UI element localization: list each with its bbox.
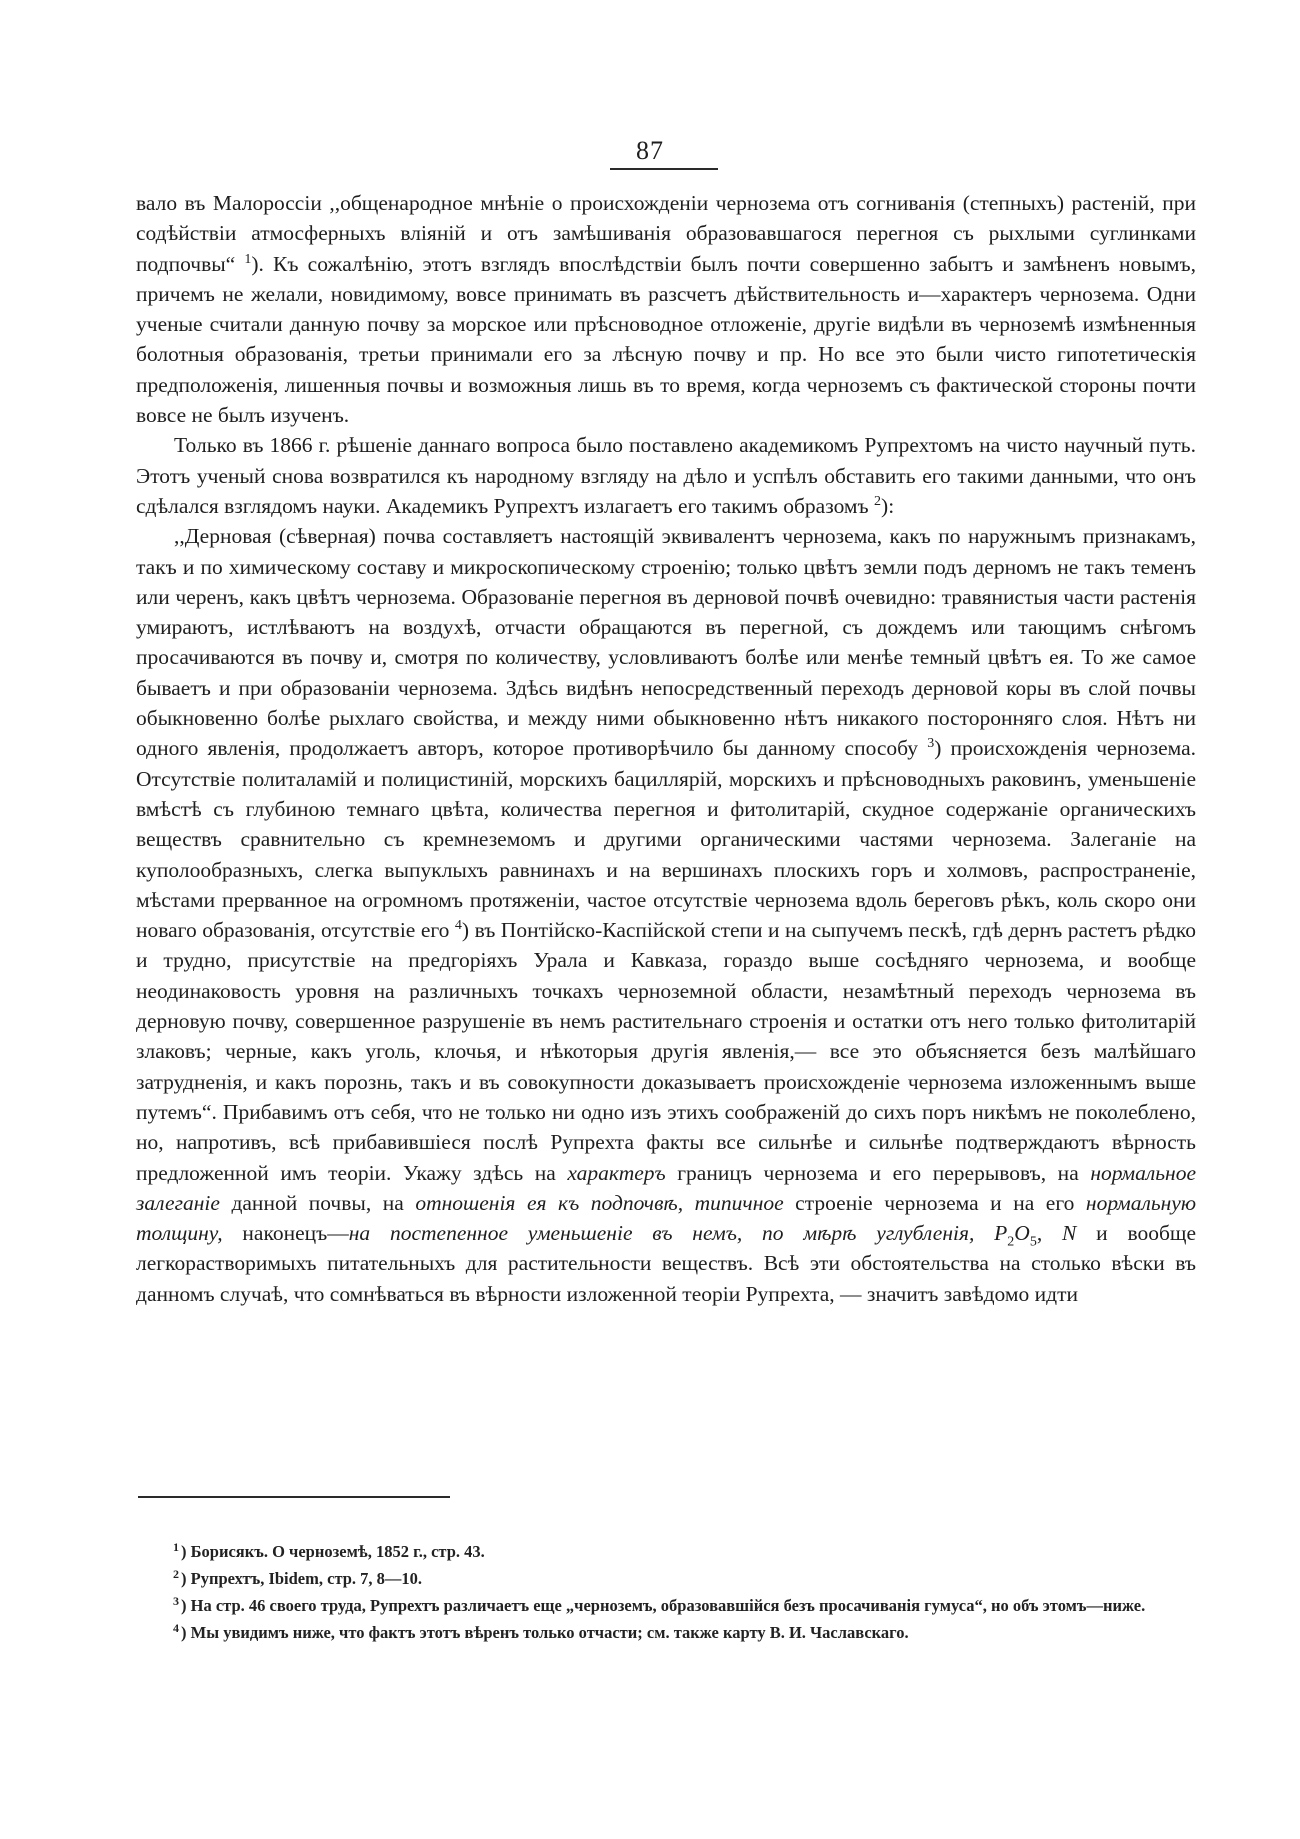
- footnote-mark: 1: [173, 1539, 179, 1554]
- italic-phrase: типичное: [694, 1190, 784, 1215]
- body-text: [136, 188, 1196, 1309]
- text-run: ):: [881, 493, 895, 518]
- text-run: ) происхожденія чернозема. Отсутствіе политаламій и полицистиній, морскихъ бациллярій, морскихъ и прѣсноводныхъ раковинъ, уменьшеніе вмѣстѣ съ глубиною темнаго цвѣта, количества перегноя и фитолитарій, скудное содержаніе органическихъ веществъ сравнительно съ кремнеземомъ и другими органическими частями чернозема. Залеганіе на куполообразныхъ, слегка выпуклыхъ равнинахъ и на вершинахъ плоскихъ горъ и холмовъ, распространеніе, мѣстами прерванное на огромномъ протяженіи, частое отсутствіе чернозема вдоль береговъ рѣкъ, коль скоро они новаго образованія, отсутствіе его: [136, 736, 1196, 943]
- footnote-4: [138, 1619, 1196, 1646]
- formula-n: N: [1062, 1221, 1077, 1246]
- footnote-mark: 3: [173, 1593, 179, 1608]
- footnote-3: [138, 1592, 1196, 1619]
- text-run: ,: [1036, 1221, 1062, 1246]
- text-run: ,,Дерновая (сѣверная) почва составляетъ настоящій эквивалентъ чернозема, какъ по наружнымъ признакамъ, такъ и по химическому составу и микроскопическому строенію; только цвѣтъ земли подъ дерномъ не такъ теменъ или черенъ, какъ цвѣтъ чернозема. Образованіе перегноя въ дерновой почвѣ очевидно: травянистыя части растенія умираютъ, истлѣваютъ на воздухѣ, отчасти обращаются въ перегной, съ дождемъ или тающимъ снѣгомъ просачиваются въ почву и, смотря по количеству, условливаютъ болѣе или менѣе темный цвѣтъ ея. То же самое бываетъ и при образованіи чернозема. Здѣсь видѣнъ непосредственный переходъ дерновой коры въ слой почвы обыкновенно болѣе рыхлаго свойства, и между ними обыкновенно нѣтъ никакого посторонняго слоя. Нѣтъ ни одного явленія, продолжаетъ авторъ, которое противорѣчило бы данному способу: [136, 524, 1196, 761]
- text-run: [974, 1221, 994, 1245]
- italic-phrase: на постепенное уменьшеніе въ немъ, по мѣрѣ углубленія,: [348, 1221, 975, 1246]
- text-run: и вообще легкорастворимыхъ питательныхъ для растительности веществъ. Всѣ эти обстоятельства на столько вѣски въ данномъ случаѣ, что сомнѣваться въ вѣрности изложенной теоріи Рупрехта, — значитъ завѣдомо идти: [136, 1221, 1197, 1306]
- footnote-text: ) На стр. 46 своего труда, Рупрехтъ различаетъ еще „черноземъ, образовавшійся безъ просачиванія гумуса“, но объ этомъ—ниже.: [181, 1596, 1146, 1615]
- text-run: вало въ Малороссіи ,,общенародное мнѣніе о происхожденіи чернозема отъ согниванія (степныхъ) растеній, при содѣйствіи атмосферныхъ вліяній и отъ замѣшиванія образовавшагося перегноя съ рыхлыми суглинками подпочвы“: [136, 191, 1196, 276]
- footnote-ref-1[interactable]: 1: [244, 251, 252, 267]
- page-number-rule: [610, 168, 718, 170]
- text-run: строеніе чернозема и на его: [783, 1190, 1086, 1215]
- text-run: наконецъ—: [222, 1221, 349, 1246]
- footnote-text: ) Мы увидимъ ниже, что фактъ этотъ вѣренъ только отчасти; см. также карту В. И. Чаславскаго.: [181, 1623, 909, 1642]
- footnote-mark: 2: [173, 1566, 179, 1581]
- italic-phrase: нормальное залеганіе: [136, 1160, 1196, 1215]
- footnote-ref-2[interactable]: 2: [874, 493, 882, 509]
- formula-subscript: 5: [1029, 1234, 1037, 1250]
- formula-subscript: 2: [1007, 1234, 1015, 1250]
- text-run: данной почвы, на: [219, 1190, 416, 1215]
- text-run: [683, 1191, 695, 1215]
- footnote-1: [138, 1538, 1196, 1565]
- italic-phrase: характеръ: [567, 1160, 666, 1185]
- footnote-ref-3[interactable]: 3: [927, 736, 935, 752]
- formula-p: P: [994, 1221, 1008, 1246]
- paragraph-3-quotation: [136, 521, 1196, 1309]
- text-run: границъ чернозема и его перерывовъ, на: [665, 1160, 1091, 1185]
- footnote-2: [138, 1565, 1196, 1592]
- footnotes: [138, 1538, 1196, 1646]
- footnote-mark: 4: [173, 1620, 179, 1635]
- italic-phrase: нормальную толщину,: [136, 1190, 1196, 1246]
- paragraph-2: [136, 430, 1196, 521]
- footnote-separator: [138, 1496, 450, 1498]
- italic-phrase: отношенія ея къ подпочвѣ,: [415, 1190, 684, 1215]
- paragraph-1: [136, 188, 1196, 430]
- footnote-text: ) Борисякъ. О черноземѣ, 1852 г., стр. 43.: [181, 1542, 485, 1561]
- footnote-ref-4[interactable]: 4: [454, 917, 462, 933]
- text-run: Только въ 1866 г. рѣшеніе даннаго вопроса было поставлено академикомъ Рупрехтомъ на чисто научный путь. Этотъ ученый снова возвратился къ народному взгляду на дѣло и успѣлъ обставить его такими данными, что онъ сдѣлался взглядомъ науки. Академикъ Рупрехтъ излагаетъ его такимъ образомъ: [136, 433, 1196, 518]
- text-run: ) въ Понтійско-Каспійской степи и на сыпучемъ пескѣ, гдѣ дернъ растетъ рѣдко и трудно, присутствіе на предгоріяхъ Урала и Кавказа, гораздо выше сосѣдняго чернозема, и вообще неодинаковость уровня на различныхъ точкахъ черноземной области, незамѣтный переходъ чернозема въ дерновую почву, совершенное разрушеніе въ немъ растительнаго строенія и остатки отъ него только фитолитарій злаковъ; черные, какъ уголь, клочья, и нѣкоторыя другія явленія,— все это объясняется безъ малѣйшаго затрудненія, и какъ порознь, такъ и въ совокупности доказываетъ происхожденіе чернозема изложеннымъ выше путемъ“. Прибавимъ отъ себя, что не только ни одно изъ этихъ соображеній до сихъ поръ никѣмъ не поколеблено, но, напротивъ, всѣ прибавившіеся послѣ Рупрехта факты все сильнѣе и сильнѣе подтверждаютъ вѣрность предложенной имъ теоріи. Укажу здѣсь на: [136, 918, 1196, 1185]
- text-run: ). Къ сожалѣнію, этотъ взглядъ впослѣдствіи былъ почти совершенно забытъ и замѣненъ новымъ, причемъ не желали, новидимому, вовсе принимать въ разсчетъ дѣйствительность и—характеръ чернозема. Одни ученые считали данную почву за морское или прѣсноводное отложеніе, другіе видѣли въ черноземѣ измѣненныя болотныя образованія, третьи принимали его за лѣсную почву и пр. Но все это были чисто гипотетическія предположенія, лишенныя почвы и возможныя лишь въ то время, когда черноземъ съ фактической стороны почти вовсе не былъ изученъ.: [136, 251, 1196, 428]
- page-number: 87: [636, 136, 664, 165]
- formula-o: O: [1014, 1221, 1030, 1246]
- footnote-text: ) Рупрехтъ, Ibidem, стр. 7, 8—10.: [181, 1569, 423, 1588]
